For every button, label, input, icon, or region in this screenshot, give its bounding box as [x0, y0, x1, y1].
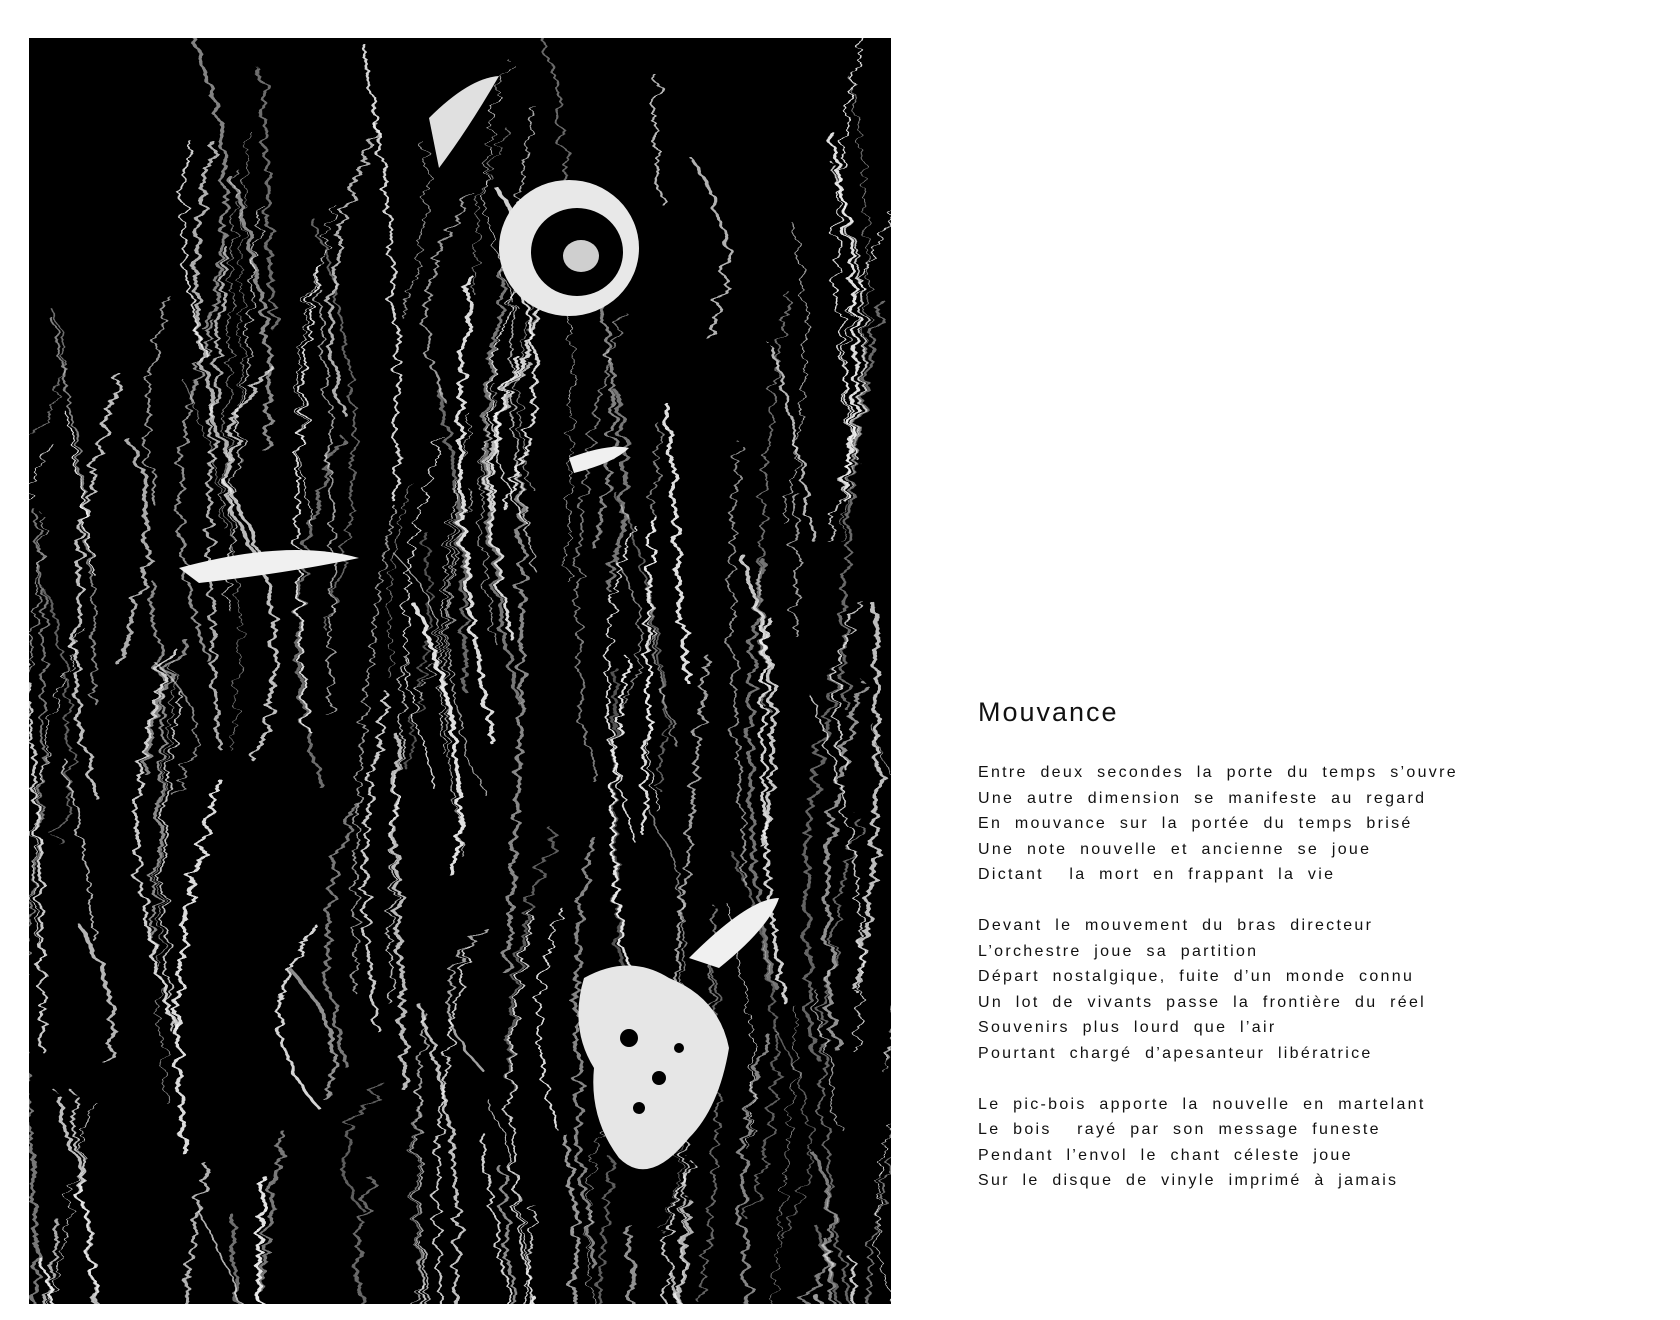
bark-photograph	[29, 38, 891, 1304]
poem-line: Départ nostalgique, fuite d’un monde connu	[978, 968, 1415, 986]
poem-line: Un lot de vivants passe la frontière du réel	[978, 993, 1427, 1011]
bark-texture-image	[29, 38, 891, 1304]
poem-line: Le pic-bois apporte la nouvelle en martelant	[978, 1095, 1426, 1113]
poem-line: Sur le disque de vinyle imprimé à jamais	[978, 1172, 1399, 1190]
poem-line: Souvenirs plus lourd que l’air	[978, 1019, 1277, 1037]
stanza-2	[978, 913, 1658, 1067]
poem-line: L’orchestre joue sa partition	[978, 942, 1259, 960]
poem-line: En mouvance sur la portée du temps brisé	[978, 815, 1413, 833]
stanza-1	[978, 760, 1658, 888]
poem-line: Une note nouvelle et ancienne se joue	[978, 840, 1372, 858]
poem-line: Pendant l’envol le chant céleste joue	[978, 1146, 1353, 1164]
poem-line: Une autre dimension se manifeste au regard	[978, 789, 1427, 807]
stanza-3	[978, 1092, 1658, 1194]
poem-line: Pourtant chargé d’apesanteur libératrice	[978, 1044, 1373, 1062]
poem-line: Entre deux secondes la porte du temps s’ouvre	[978, 764, 1458, 781]
poem	[978, 695, 1658, 1219]
poem-line: Dictant la mort en frappant la vie	[978, 866, 1336, 884]
poem-title: Mouvance	[978, 697, 1119, 727]
poem-line: Le bois rayé par son message funeste	[978, 1121, 1381, 1139]
poem-line: Devant le mouvement du bras directeur	[978, 916, 1374, 934]
